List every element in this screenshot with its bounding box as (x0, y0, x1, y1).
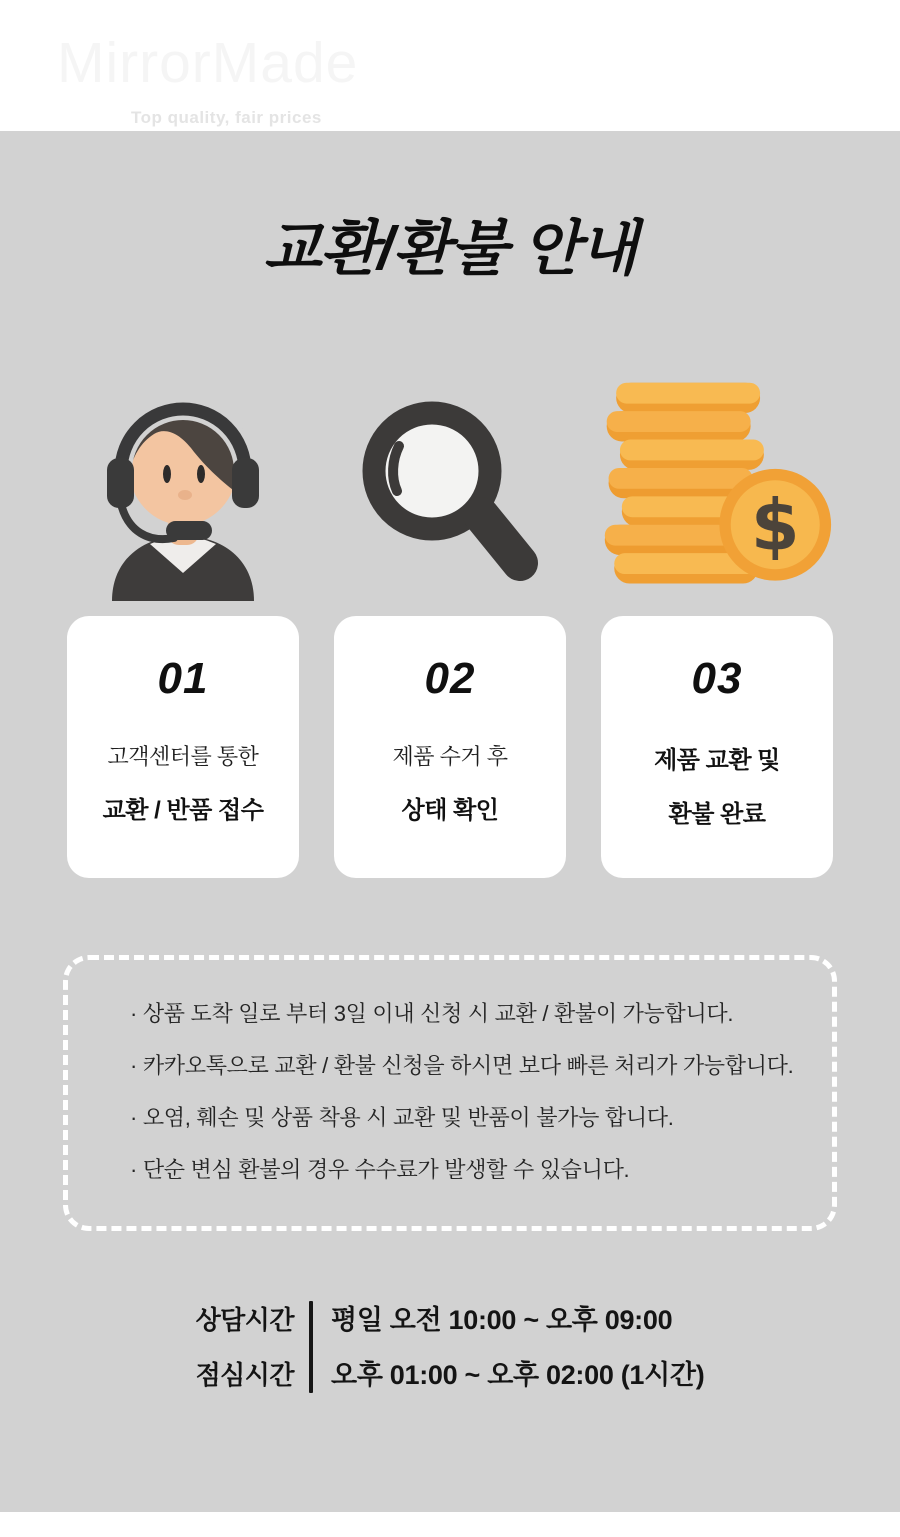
step-text-line1: 제품 교환 및 (654, 747, 780, 774)
step-card-2 (334, 616, 566, 878)
step-number: 01 (157, 654, 209, 703)
svg-text:$: $ (750, 484, 800, 567)
hours-value-consult: 평일 오전 10:00 ~ 오후 09:00 (331, 1304, 673, 1335)
hours-divider (309, 1301, 313, 1393)
policy-note: · 단순 변심 환불의 경우 수수료가 발생할 수 있습니다. (130, 1157, 630, 1182)
refund-guide-panel (0, 131, 900, 1512)
hours-value-lunch: 오후 01:00 ~ 오후 02:00 (1시간) (331, 1359, 705, 1390)
coins-graphic (601, 369, 833, 601)
support-agent-icon (67, 371, 299, 601)
step-text-line1: 고객센터를 통한 (107, 744, 259, 769)
step-card-1 (67, 616, 299, 878)
brand-tagline: Top quality, fair prices (131, 108, 322, 127)
hours-label-consult: 상담시간 (195, 1304, 295, 1335)
page-title: 교환/환불 안내 (263, 215, 637, 282)
magnifier-icon (334, 389, 566, 601)
step-icons-row (67, 367, 833, 601)
brand-header (0, 0, 900, 131)
step-text-line1: 제품 수거 후 (392, 744, 508, 769)
policy-notes-box (63, 955, 837, 1231)
hours-label-lunch: 점심시간 (195, 1359, 295, 1390)
step-card-3 (601, 616, 833, 878)
step-text-line2: 상태 확인 (401, 797, 499, 824)
step-number: 02 (424, 654, 476, 703)
step-text-line2: 환불 완료 (668, 801, 766, 828)
support-agent-graphic (88, 371, 278, 601)
policy-note: · 오염, 훼손 및 상품 착용 시 교환 및 반품이 불가능 합니다. (130, 1105, 674, 1130)
coins-icon (601, 369, 833, 601)
service-hours-values (331, 1303, 704, 1392)
policy-note: · 상품 도착 일로 부터 3일 이내 신청 시 교환 / 환불이 가능합니다. (130, 1001, 734, 1026)
step-text-line2: 교환 / 반품 접수 (102, 797, 264, 824)
service-hours (0, 1301, 900, 1393)
step-number: 03 (691, 654, 743, 703)
brand-logo: MirrorMade (57, 31, 359, 95)
magnifier-graphic (350, 389, 550, 601)
step-cards-row (67, 616, 833, 878)
service-hours-labels (196, 1303, 294, 1392)
policy-note: · 카카오톡으로 교환 / 환불 신청을 하시면 보다 빠른 처리가 가능합니다. (130, 1053, 794, 1078)
